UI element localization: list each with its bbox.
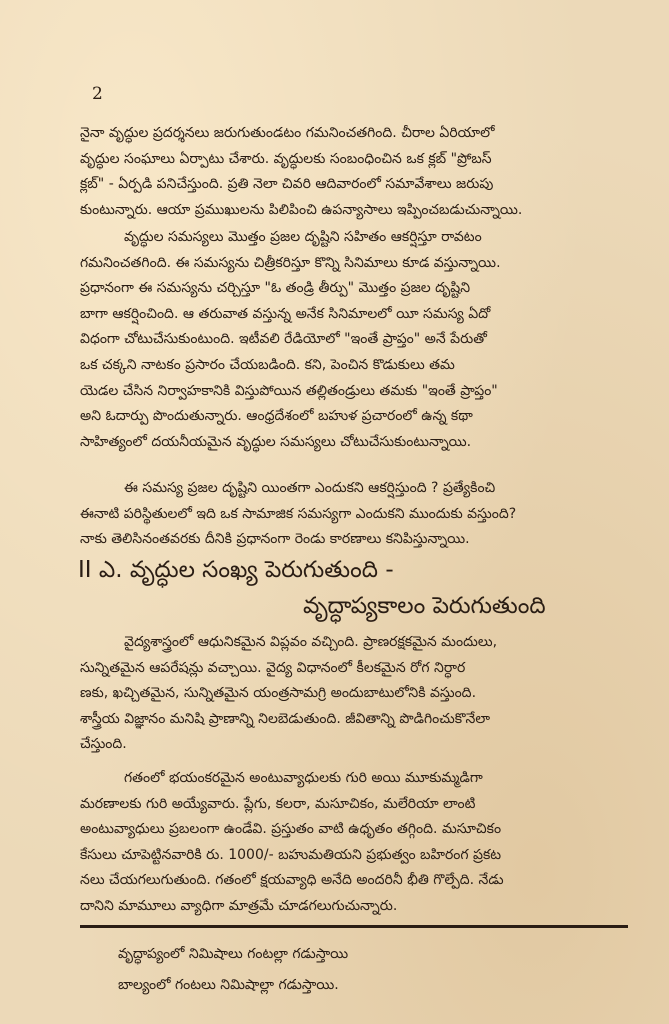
- text-line: మరణాలకు గురి అయ్యేవారు. ప్లేగు, కలరా, మసూచికం, మలేరియా లాంటి: [80, 795, 476, 812]
- text-line: గమనించతగింది. ఈ సమస్యను చిత్రీకరిస్తూ కొన్ని సినిమాలు కూడ వస్తున్నాయి.: [80, 254, 501, 271]
- text-line: సున్నితమైన ఆపరేషన్లు వచ్చాయి. వైద్య విధానంలో కీలకమైన రోగ నిర్ధార: [80, 659, 466, 676]
- text-line: ఈ సమస్య ప్రజల దృష్టిని యింతగా ఎందుకని ఆకర్షిస్తుంది ? ప్రత్యేకించి: [124, 480, 496, 496]
- text-line: బాగా ఆకర్షించింది. ఆ తరువాత వస్తున్న అనేక సినిమాలలో యీ సమస్య ఏదో: [80, 305, 491, 322]
- divider-rule: [80, 925, 628, 928]
- text-line: ణకు, ఖచ్చితమైన, సున్నితమైన యంత్రసామగ్రి అందుబాటులోనికి వస్తుంది.: [80, 685, 477, 702]
- text-line: నాకు తెలిసినంతవరకు దీనికి ప్రధానంగా రెండు కారణాలు కనిపిస్తున్నాయి.: [80, 531, 470, 548]
- text-line: వృద్ధుల సంఘాలు ఏర్పాటు చేశారు. వృద్ధులకు సంబంధించిన ఒక క్లబ్ "ప్రోబస్: [80, 150, 492, 167]
- paragraph-2: [80, 225, 625, 455]
- paragraph-4: [80, 630, 625, 758]
- text-line: వైద్యశాస్త్రంలో ఆధునికమైన విప్లవం వచ్చింది. ప్రాణరక్షకమైన మందులు,: [124, 634, 498, 650]
- section-heading-line-2: వృద్ధాప్యకాలం పెరుగుతుంది: [303, 593, 546, 619]
- text-line: నైనా వృద్ధుల ప్రదర్శనలు జరుగుతుండటం గమనించతగింది. చీరాల ఏరియాలో: [80, 125, 495, 141]
- text-line: చేస్తుంది.: [80, 736, 127, 753]
- text-line: ఒక చక్కని నాటకం ప్రసారం చేయబడింది. కని, పెంచిన కొడుకులు తమ: [80, 356, 455, 373]
- paragraph-5: [80, 766, 625, 920]
- text-line: శాస్త్రీయ విజ్ఞానం మనిషి ప్రాణాన్ని నిలబెడుతుంది. జీవితాన్ని పొడిగించుకొనేలా: [80, 710, 491, 727]
- text-line: సాహిత్యంలో దయనీయమైన వృద్ధుల సమస్యలు చోటుచేసుకుంటున్నాయి.: [80, 433, 472, 450]
- text-line: కుంటున్నారు. ఆయా ప్రముఖులను పిలిపించి ఉపన్యాసాలు ఇప్పించబడుచున్నాయి.: [80, 201, 523, 218]
- text-line: ప్రధానంగా ఈ సమస్యను చర్చిస్తూ "ఓ తండ్రి తీర్పు" మొత్తం ప్రజల దృష్టిని: [80, 280, 471, 297]
- couplet-line: బాల్యంలో గంటలు నిమిషాల్లా గడుస్తాయి.: [118, 977, 339, 993]
- text-line: యెడల చేసిన నిర్వాహకానికి విస్తుపోయిన తల్లితండ్రులు తమకు "ఇంతే ప్రాప్తం": [80, 382, 498, 399]
- page-number: 2: [92, 84, 103, 104]
- couplet-line: వృద్ధాప్యంలో నిమిషాలు గంటల్లా గడుస్తాయి: [118, 946, 349, 962]
- text-line: దానిని మామూలు వ్యాధిగా మాత్రమే చూడగలుగుచున్నారు.: [80, 897, 398, 914]
- text-line: నలు చేయగలుగుతుంది. గతంలో క్షయవ్యాధి అనేది అందరినీ భీతి గొల్పేది. నేడు: [80, 872, 504, 889]
- section-heading: [78, 552, 638, 624]
- text-line: వృద్ధుల సమస్యలు మొత్తం ప్రజల దృష్టిని సహితం ఆకర్షిస్తూ రావటం: [124, 229, 482, 245]
- text-line: గతంలో భయంకరమైన అంటువ్యాధులకు గురి అయి మూకుమ్మడిగా: [124, 770, 483, 786]
- text-line: విధంగా చోటుచేసుకుంటుంది. ఇటీవలి రేడియోలో "ఇంతే ప్రాప్తం" అనే పేరుతో: [80, 331, 487, 348]
- couplet-box: [118, 939, 348, 1001]
- text-line: ఈనాటి పరిస్థితులలో ఇది ఒక సామాజిక సమస్యగా ఎందుకని ముందుకు వస్తుంది?: [80, 505, 517, 522]
- text-line: క్లబ్" - ఏర్పడి పనిచేస్తుంది. ప్రతి నెలా చివరి ఆదివారంలో సమావేశాలు జరుపు: [80, 176, 494, 193]
- text-line: కేసులు చూపెట్టినవారికి రు. 1000/- బహుమతియని ప్రభుత్వం బహిరంగ ప్రకట: [80, 846, 502, 863]
- paragraph-3: [80, 476, 625, 553]
- section-heading-line-1: II ఎ. వృద్ధుల సంఖ్య పెరుగుతుంది -: [78, 557, 394, 583]
- text-line: అని ఓదార్పు పొందుతున్నారు. ఆంధ్రదేశంలో బహుళ ప్రచారంలో ఉన్న కథా: [80, 408, 473, 425]
- paragraph-1: [80, 121, 625, 223]
- text-line: అంటువ్యాధులు ప్రబలంగా ఉండేవి. ప్రస్తుతం వాటి ఉధృతం తగ్గింది. మసూచికం: [80, 821, 502, 838]
